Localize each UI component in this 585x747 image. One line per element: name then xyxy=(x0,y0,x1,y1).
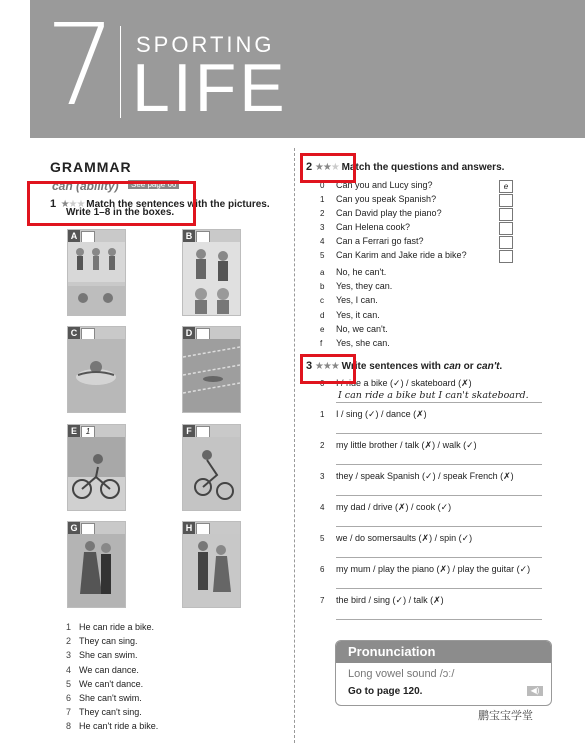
section-subtitle: can (ability) xyxy=(52,179,119,193)
answer-line[interactable] xyxy=(336,495,542,496)
list-item: e No, we can't. xyxy=(320,323,388,334)
list-item: 0 I / ride a bike (✓) / skateboard (✗) I can ride a bike but I can't skateboard. xyxy=(320,378,542,409)
list-item: 6 my mum / play the piano (✗) / play the guitar (✓) xyxy=(320,564,542,595)
list-item: 2 Can David play the piano? xyxy=(320,208,442,218)
answer-list xyxy=(320,267,392,352)
exercise-instruction-line2: Write 1–8 in the boxes. xyxy=(66,207,175,218)
answer-box[interactable]: 1 xyxy=(81,426,95,438)
answer-box[interactable] xyxy=(499,236,513,249)
swimming-pool-illustration xyxy=(183,339,240,412)
answer-box[interactable] xyxy=(499,250,513,263)
difficulty-stars: ★★★ xyxy=(314,361,339,372)
singing-adults-illustration xyxy=(183,242,240,315)
answer-box[interactable] xyxy=(499,222,513,235)
cyclist-illustration xyxy=(68,437,125,510)
section-title: GRAMMAR xyxy=(50,159,132,175)
highlight-box xyxy=(27,181,196,226)
picture-h: H xyxy=(182,521,241,608)
watermark: 鹏宝宝学堂 xyxy=(478,710,533,722)
list-item: 5 We can't dance. xyxy=(66,678,144,689)
answer-box[interactable]: e xyxy=(499,180,513,193)
question-list xyxy=(320,180,467,264)
picture-d: D xyxy=(182,326,241,413)
answer-line[interactable] xyxy=(336,464,542,465)
picture-c: C xyxy=(67,326,126,413)
pronunciation-link[interactable]: Go to page 120. xyxy=(348,686,423,697)
unit-title-line2: LIFE xyxy=(132,50,288,126)
picture-g: G xyxy=(67,521,126,608)
list-item: d Yes, it can. xyxy=(320,309,380,320)
pronunciation-box xyxy=(335,640,552,706)
column-divider xyxy=(294,148,295,743)
example-answer: I can ride a bike but I can't skateboard. xyxy=(338,390,529,401)
swimming-girl-illustration xyxy=(68,339,125,412)
header-divider xyxy=(120,26,121,118)
list-item: 3 She can swim. xyxy=(66,650,138,661)
falling-cyclist-illustration xyxy=(183,437,240,510)
speaker-icon[interactable]: ◀) xyxy=(527,686,543,696)
list-item: 3 they / speak Spanish (✓) / speak French (✗) xyxy=(320,471,542,502)
picture-b: B xyxy=(182,229,241,316)
difficulty-stars: ★★★ xyxy=(60,199,85,210)
pronunciation-topic: Long vowel sound /ɔː/ xyxy=(348,668,455,680)
answer-line[interactable] xyxy=(336,619,542,620)
difficulty-stars: ★★★ xyxy=(314,162,339,173)
picture-e: E 1 xyxy=(67,424,126,511)
answer-line[interactable] xyxy=(336,433,542,434)
list-item: 1 He can ride a bike. xyxy=(66,622,155,632)
clumsy-dancers-illustration xyxy=(183,534,240,607)
list-item: 7 the bird / sing (✓) / talk (✗) xyxy=(320,595,542,626)
list-item: f Yes, she can. xyxy=(320,337,390,348)
answer-line[interactable] xyxy=(336,588,542,589)
list-item: b Yes, they can. xyxy=(320,281,393,292)
list-item: 1 Can you speak Spanish? xyxy=(320,194,437,204)
list-item: 5 Can Karim and Jake ride a bike? xyxy=(320,250,467,260)
writing-list xyxy=(320,378,542,626)
highlight-box xyxy=(300,153,356,183)
list-item: 3 Can Helena cook? xyxy=(320,222,411,232)
answer-box[interactable] xyxy=(499,194,513,207)
list-item: 4 my dad / drive (✗) / cook (✓) xyxy=(320,502,542,533)
list-item: 0 Can you and Lucy sing? xyxy=(320,180,433,190)
list-item: 2 They can sing. xyxy=(66,636,138,647)
exercise-number: 1 xyxy=(50,198,57,210)
answer-line[interactable] xyxy=(336,402,542,403)
list-item: 5 we / do somersaults (✗) / spin (✓) xyxy=(320,533,542,564)
singing-kids-illustration xyxy=(68,242,125,315)
exercise-2-heading: 2 ★★★ Match the questions and answers. xyxy=(306,161,505,173)
exercise-instruction: Write sentences with can or can't. xyxy=(341,361,503,372)
pronunciation-title: Pronunciation xyxy=(336,641,551,663)
list-item: 4 We can dance. xyxy=(66,664,139,675)
list-item: a No, he can't. xyxy=(320,267,387,277)
exercise-instruction: Match the sentences with the pictures. xyxy=(86,199,270,210)
list-item: 8 He can't ride a bike. xyxy=(66,721,159,732)
answer-line[interactable] xyxy=(336,557,542,558)
picture-a: A xyxy=(67,229,126,316)
picture-f: F xyxy=(182,424,241,511)
list-item: 6 She can't swim. xyxy=(66,692,142,703)
unit-number: 7 xyxy=(45,1,117,131)
list-item: 4 Can a Ferrari go fast? xyxy=(320,236,424,246)
highlight-box xyxy=(300,354,356,384)
answer-line[interactable] xyxy=(336,526,542,527)
unit-title-line1: SPORTING xyxy=(136,32,275,57)
list-item: 2 my little brother / talk (✗) / walk (✓) xyxy=(320,440,542,471)
dancing-couple-illustration xyxy=(68,534,125,607)
list-item: 1 I / sing (✓) / dance (✗) xyxy=(320,409,542,440)
exercise-3-heading: 3 ★★★ Write sentences with can or can't. xyxy=(306,360,503,372)
see-page-badge: See page 66 xyxy=(128,180,179,189)
answer-box[interactable] xyxy=(499,208,513,221)
list-item: 7 They can't sing. xyxy=(66,707,142,718)
sentence-list xyxy=(66,622,158,736)
list-item: c Yes, I can. xyxy=(320,295,378,306)
